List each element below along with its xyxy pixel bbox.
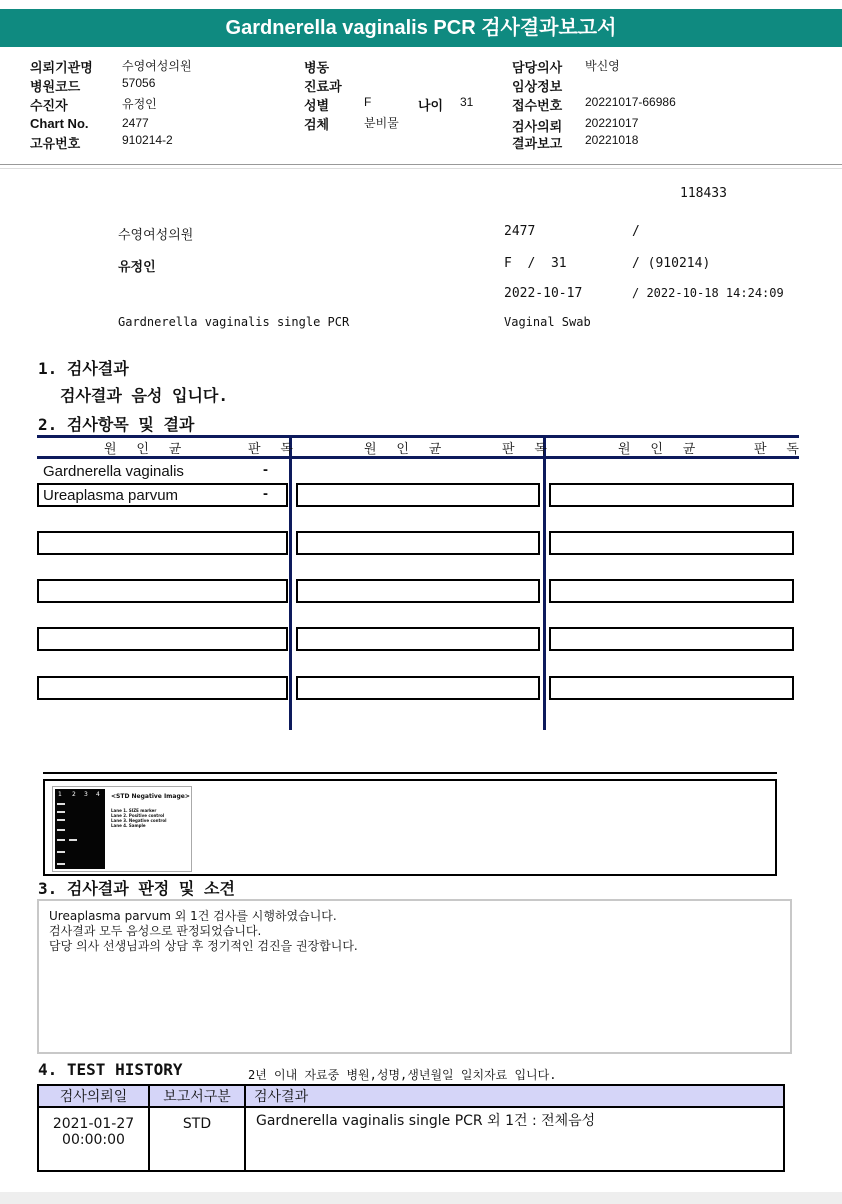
- history-header-row: [38, 1085, 784, 1107]
- empty-cell: [296, 579, 540, 603]
- value-doctor: 박신영: [585, 59, 620, 73]
- label-chart-no: Chart No.: [30, 116, 89, 131]
- label-ward: 병동: [304, 60, 330, 75]
- empty-cell: [296, 483, 540, 507]
- gel-top-rule: [43, 772, 777, 774]
- table-row: [38, 1107, 784, 1171]
- gel-band: [69, 839, 77, 841]
- value-report-date: 20221018: [585, 133, 639, 147]
- gel-band: [57, 819, 65, 821]
- gel-band: [57, 811, 65, 813]
- summary-id-part: / (910214): [632, 256, 711, 271]
- summary-test-name: Gardnerella vaginalis single PCR: [118, 315, 350, 329]
- grid-divider-1: [289, 435, 292, 730]
- value-institution: 수영여성의원: [122, 59, 192, 73]
- history-time: 00:00:00: [62, 1132, 125, 1148]
- empty-cell: [549, 483, 794, 507]
- empty-cell: [549, 579, 794, 603]
- comment-line: 담당 의사 선생님과의 상담 후 정기적인 검진을 권장합니다.: [49, 939, 358, 953]
- gel-legend-item: Lane 4. Sample: [111, 823, 146, 828]
- page-footer: [0, 1192, 842, 1204]
- summary-clinic: 수영여성의원: [118, 228, 194, 243]
- history-result: Gardnerella vaginalis single PCR 외 1건 : 전체음성: [245, 1107, 784, 1171]
- col-reading-2: 판 독: [502, 442, 553, 457]
- label-institution: 의뢰기관명: [30, 60, 93, 75]
- history-table: [37, 1084, 785, 1172]
- section3-heading: 3. 검사결과 판정 및 소견: [38, 879, 235, 898]
- summary-sex-age: F / 31: [504, 256, 567, 271]
- history-col-type: 보고서구분: [149, 1085, 245, 1107]
- empty-cell: [549, 676, 794, 700]
- gel-legend-item: Lane 1. SIZE marker: [111, 808, 157, 813]
- value-hospital-code: 57056: [122, 76, 156, 90]
- col-pathogen-1: 원 인 균: [104, 442, 188, 457]
- gel-band: [57, 803, 65, 805]
- summary-patient: 유정인: [118, 260, 156, 275]
- gel-frame: [43, 779, 777, 876]
- value-specimen: 분비물: [364, 116, 399, 130]
- summary-report-datetime: / 2022-10-18 14:24:09: [632, 286, 784, 300]
- label-doctor: 담당의사: [512, 60, 563, 75]
- label-hospital-code: 병원코드: [30, 79, 81, 94]
- result-row-2-reading: -: [263, 485, 268, 502]
- col-reading-3: 판 독: [754, 442, 805, 457]
- history-date-cell: [38, 1107, 149, 1171]
- gel-image: [52, 786, 192, 872]
- empty-cell: [296, 676, 540, 700]
- value-patient: 유정인: [122, 97, 157, 111]
- label-sex: 성별: [304, 98, 330, 113]
- value-request-date: 20221017: [585, 116, 639, 130]
- section4-heading: 4. TEST HISTORY: [38, 1060, 183, 1079]
- empty-cell: [296, 531, 540, 555]
- empty-cell: [37, 627, 288, 651]
- report-title: Gardnerella vaginalis PCR 검사결과보고서: [0, 9, 842, 47]
- value-sex: F: [364, 95, 372, 109]
- gel-legend-item: Lane 2. Positive control: [111, 813, 165, 818]
- lane-label: 2: [72, 791, 76, 798]
- lane-label: 4: [96, 791, 100, 798]
- value-chart-no: 2477: [122, 116, 149, 130]
- col-pathogen-2: 원 인 균: [364, 442, 448, 457]
- summary-request-date: 2022-10-17: [504, 286, 583, 301]
- gel-band: [57, 863, 65, 865]
- history-note: 2년 이내 자료중 병원,성명,생년월일 일치자료 입니다.: [248, 1068, 557, 1082]
- empty-cell: [296, 627, 540, 651]
- history-date: 2021-01-27: [52, 1116, 135, 1132]
- summary-specimen: Vaginal Swab: [504, 315, 591, 329]
- section1-result: 검사결과 음성 입니다.: [60, 386, 229, 405]
- gel-band: [57, 839, 65, 841]
- empty-cell: [549, 531, 794, 555]
- header-divider-shadow: [0, 168, 842, 169]
- summary-chart: 2477: [504, 224, 536, 239]
- header-divider: [0, 164, 842, 165]
- value-age: 31: [460, 95, 474, 109]
- empty-cell: [549, 627, 794, 651]
- gel-band: [57, 851, 65, 853]
- col-pathogen-3: 원 인 균: [618, 442, 702, 457]
- gel-legend: [111, 808, 167, 828]
- label-receipt-no: 접수번호: [512, 98, 563, 113]
- comment-line: Ureaplasma parvum 외 1건 검사를 시행하였습니다.: [49, 909, 337, 923]
- label-patient: 수진자: [30, 98, 68, 113]
- label-report-date: 결과보고: [512, 136, 563, 151]
- col-reading-1: 판 독: [248, 442, 299, 457]
- result-row-1-name: Gardnerella vaginalis: [43, 463, 184, 480]
- history-col-date: 검사의뢰일: [38, 1085, 149, 1107]
- gel-band: [57, 829, 65, 831]
- result-row-1-reading: -: [263, 461, 268, 478]
- empty-cell: [37, 579, 288, 603]
- label-specimen: 검체: [304, 117, 330, 132]
- empty-cell: [37, 676, 288, 700]
- value-unique-id: 910214-2: [122, 133, 173, 147]
- label-age: 나이: [418, 98, 444, 113]
- grid-divider-2: [543, 435, 546, 730]
- label-clinical-info: 임상정보: [512, 79, 563, 94]
- section1-heading: 1. 검사결과: [38, 359, 129, 378]
- gel-legend-item: Lane 3. Negative control: [111, 818, 167, 823]
- comments-box: [37, 899, 792, 1054]
- result-row-2-name: Ureaplasma parvum: [43, 487, 179, 504]
- value-receipt-no: 20221017-66986: [585, 95, 676, 109]
- history-type: STD: [149, 1107, 245, 1171]
- label-unique-id: 고유번호: [30, 136, 81, 151]
- lane-label: 1: [58, 791, 62, 798]
- gel-title: <STD Negative Image>: [111, 793, 190, 800]
- gel-lanes: [55, 789, 105, 869]
- label-request-date: 검사의뢰: [512, 119, 563, 134]
- history-col-result: 검사결과: [245, 1085, 784, 1107]
- result-row-2: [37, 483, 288, 507]
- section2-heading: 2. 검사항목 및 결과: [38, 415, 195, 434]
- summary-slash: /: [632, 224, 640, 239]
- empty-cell: [37, 531, 288, 555]
- summary-code: 118433: [680, 186, 727, 201]
- comment-line: 검사결과 모두 음성으로 판정되었습니다.: [49, 924, 262, 938]
- lane-label: 3: [84, 791, 88, 798]
- label-department: 진료과: [304, 79, 342, 94]
